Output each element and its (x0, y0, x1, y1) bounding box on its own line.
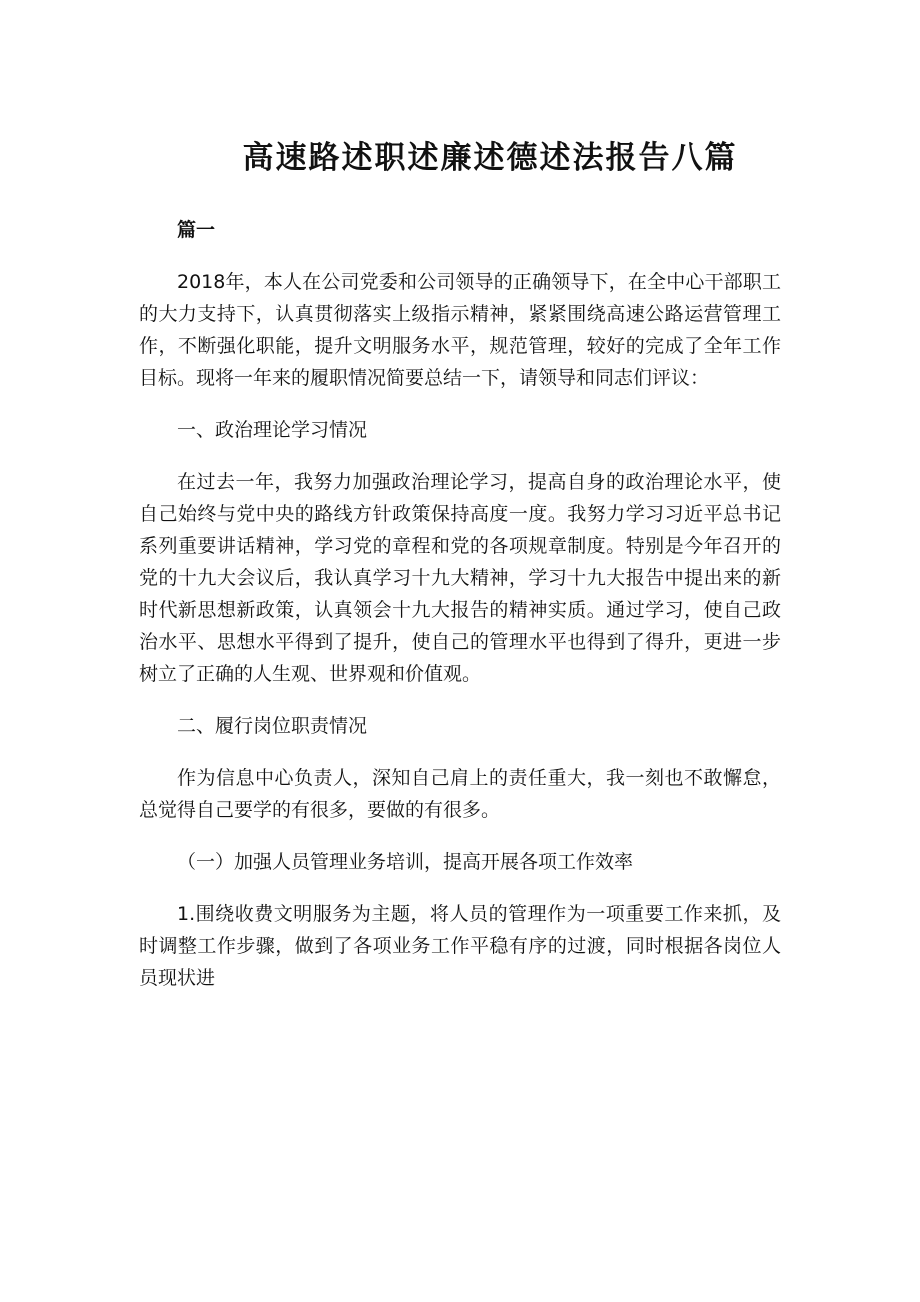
section-label: 篇一 (177, 219, 216, 241)
paragraph-job-duties: 作为信息中心负责人，深知自己肩上的责任重大，我一刻也不敢懈怠，总觉得自己要学的有很多，要做的有很多。 (139, 767, 781, 821)
heading-political-study: 一、政治理论学习情况 (177, 419, 368, 441)
document-body (139, 214, 781, 994)
paragraph-staff-training: 1.围绕收费文明服务为主题，将人员的管理作为一项重要工作来抓，及时调整工作步骤，做到了各项业务工作平稳有序的过渡，同时根据各岗位人员现状进 (139, 903, 781, 989)
subheading-staff-training: （一）加强人员管理业务培训，提高开展各项工作效率 (177, 851, 634, 873)
heading-job-duties: 二、履行岗位职责情况 (177, 715, 368, 737)
document-title: 高速路述职述廉述德述法报告八篇 (242, 140, 738, 176)
paragraph-intro: 2018年，本人在公司党委和公司领导的正确领导下，在全中心干部职工的大力支持下，认真贯彻落实上级指示精神，紧紧围绕高速公路运营管理工作，不断强化职能，提升文明服务水平，规范管理，较好的完成了全年工作目标。现将一年来的履职情况简要总结一下，请领导和同志们评议： (139, 271, 781, 389)
paragraph-political-study: 在过去一年，我努力加强政治理论学习，提高自身的政治理论水平，使自己始终与党中央的路线方针政策保持高度一度。我努力学习习近平总书记系列重要讲话精神，学习党的章程和党的各项规章制度。特别是今年召开的党的十九大会议后，我认真学习十九大精神，学习十九大报告中提出来的新时代新思想新政策，认真领会十九大报告的精神实质。通过学习，使自己政治水平、思想水平得到了提升，使自己的管理水平也得到了得升，更进一步树立了正确的人生观、世界观和价值观。 (139, 471, 781, 685)
